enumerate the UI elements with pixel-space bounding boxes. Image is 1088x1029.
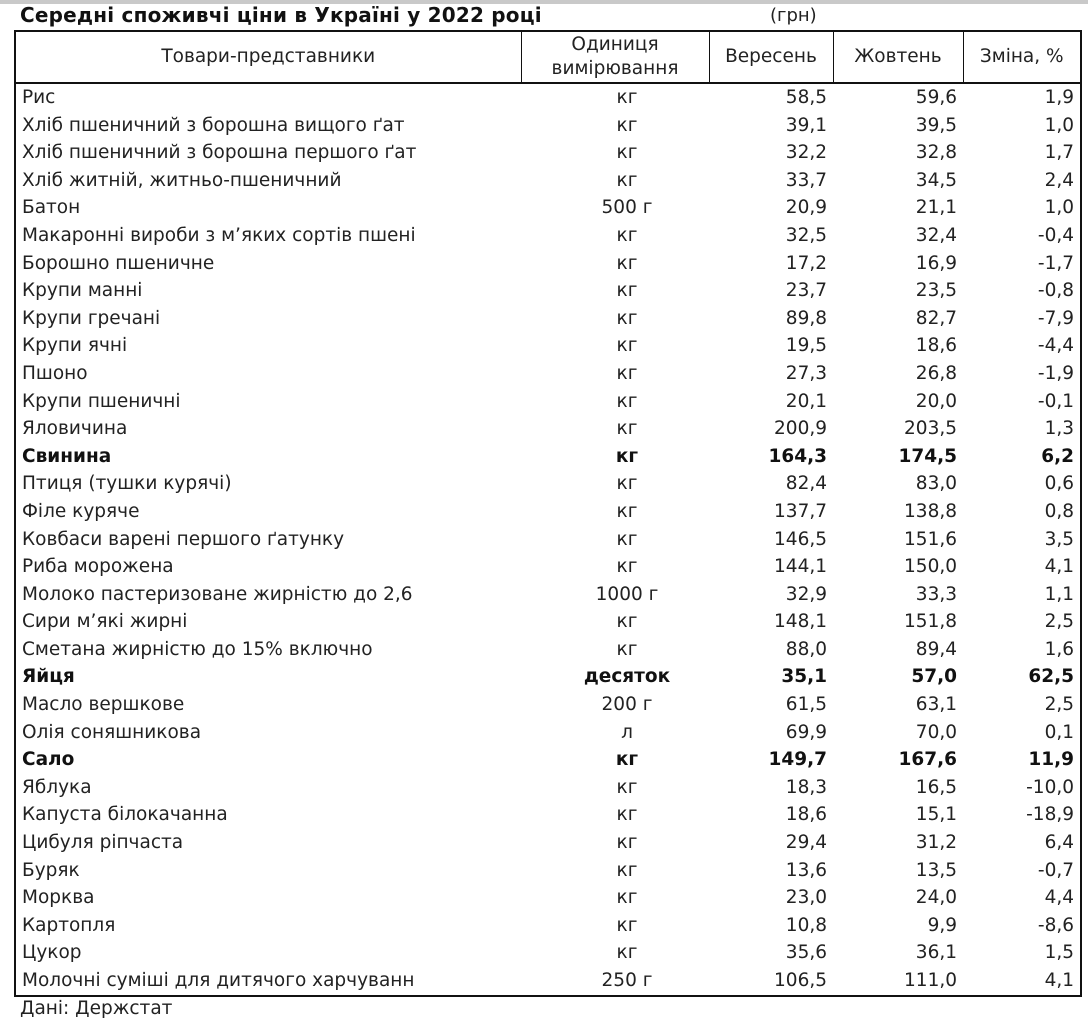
change-percent: 2,5: [1044, 694, 1074, 716]
table-row: [15, 167, 1081, 195]
table-row: [15, 526, 1081, 554]
table-row: [15, 250, 1081, 278]
september-price: 23,7: [785, 280, 827, 302]
unit: кг: [616, 114, 638, 136]
september-price: 33,7: [785, 169, 827, 191]
change-percent: 1,1: [1044, 583, 1074, 605]
october-price: 111,0: [904, 970, 957, 991]
october-price: 15,1: [915, 804, 957, 826]
table-row: [15, 636, 1081, 664]
unit: кг: [616, 362, 638, 384]
table-row: [15, 360, 1081, 388]
table-row: [15, 470, 1081, 498]
product-name: Рис: [22, 87, 56, 108]
product-name: Хліб пшеничний з борошна першого ґат: [22, 142, 417, 164]
change-percent: -4,4: [1037, 335, 1074, 357]
change-percent: 1,7: [1044, 142, 1074, 164]
header-row: [15, 31, 1081, 83]
table-row: [15, 222, 1081, 250]
unit: кг: [616, 638, 638, 660]
prices-table: [14, 30, 1082, 997]
october-price: 39,5: [915, 114, 957, 136]
currency-note: (грн): [770, 5, 817, 26]
october-price: 32,4: [915, 224, 957, 246]
table-row: [15, 443, 1081, 471]
product-name: Яйця: [22, 666, 75, 688]
product-name: Птиця (тушки курячі): [22, 473, 232, 495]
september-price: 10,8: [785, 914, 827, 936]
september-price: 23,0: [785, 887, 827, 909]
product-name: Пшоно: [22, 362, 88, 384]
october-price: 21,1: [915, 197, 957, 219]
product-name: Молочні суміші для дитячого харчуванн: [22, 970, 415, 991]
table-row: [15, 194, 1081, 222]
unit: кг: [615, 445, 639, 467]
september-price: 149,7: [768, 749, 827, 771]
september-price: 35,1: [781, 666, 827, 688]
change-percent: 1,5: [1044, 942, 1074, 964]
product-name: Хліб пшеничний з борошна вищого ґат: [22, 114, 405, 136]
header-unit-line2: вимірювання: [551, 58, 679, 79]
unit: кг: [616, 390, 638, 412]
header-change: Зміна, %: [963, 31, 1081, 83]
table-row: [15, 388, 1081, 416]
unit: десяток: [583, 666, 671, 688]
product-name: Крупи гречані: [22, 307, 161, 329]
product-name: Ковбаси варені першого ґатунку: [22, 528, 345, 550]
table-row: [15, 498, 1081, 526]
source-note: Дані: Держстат: [20, 998, 173, 1019]
unit: кг: [616, 859, 638, 881]
september-price: 88,0: [785, 638, 827, 660]
unit: кг: [616, 142, 638, 164]
unit: кг: [616, 776, 638, 798]
september-price: 106,5: [774, 970, 827, 991]
product-name: Філе куряче: [22, 500, 140, 522]
table-row: [15, 332, 1081, 360]
product-name: Цукор: [22, 942, 82, 964]
table-row: [15, 912, 1081, 940]
change-percent: 1,9: [1044, 87, 1074, 108]
october-price: 13,5: [915, 859, 957, 881]
september-price: 32,5: [785, 224, 827, 246]
product-name: Сметана жирністю до 15% включно: [22, 638, 373, 660]
change-percent: -0,8: [1037, 280, 1074, 302]
change-percent: -1,9: [1037, 362, 1074, 384]
september-price: 82,4: [785, 473, 827, 495]
change-percent: 6,2: [1041, 445, 1074, 467]
change-percent: -0,1: [1037, 390, 1074, 412]
unit: кг: [616, 473, 638, 495]
change-percent: -0,4: [1037, 224, 1074, 246]
unit: кг: [616, 804, 638, 826]
september-price: 20,9: [785, 197, 827, 219]
table-row: [15, 801, 1081, 829]
september-price: 18,6: [785, 804, 827, 826]
october-price: 63,1: [915, 694, 957, 716]
table-row: [15, 553, 1081, 581]
unit: 500 г: [601, 197, 653, 219]
october-price: 16,5: [915, 776, 957, 798]
october-price: 33,3: [915, 583, 957, 605]
unit: кг: [616, 307, 638, 329]
table-row: [15, 277, 1081, 305]
product-name: Сири м’які жирні: [22, 611, 188, 633]
product-name: Картопля: [22, 914, 116, 936]
september-price: 32,9: [785, 583, 827, 605]
product-name: Крупи манні: [22, 280, 143, 302]
unit: кг: [616, 914, 638, 936]
product-name: Хліб житній, житньо-пшеничний: [22, 169, 342, 191]
product-name: Молоко пастеризоване жирністю до 2,6: [22, 583, 413, 605]
september-price: 27,3: [785, 362, 827, 384]
table-row: [15, 608, 1081, 636]
product-name: Борошно пшеничне: [22, 252, 215, 274]
change-percent: -1,7: [1037, 252, 1074, 274]
table-row: [15, 83, 1081, 112]
change-percent: 62,5: [1028, 666, 1074, 688]
september-price: 19,5: [785, 335, 827, 357]
product-name: Олія соняшникова: [22, 721, 202, 743]
change-percent: -18,9: [1026, 804, 1074, 826]
october-price: 150,0: [904, 556, 957, 578]
table-row: [15, 939, 1081, 967]
october-price: 70,0: [915, 721, 957, 743]
unit: кг: [616, 942, 638, 964]
unit: кг: [616, 556, 638, 578]
october-price: 57,0: [911, 666, 957, 688]
october-price: 83,0: [915, 473, 957, 495]
october-price: 16,9: [915, 252, 957, 274]
unit: кг: [616, 169, 638, 191]
product-name: Цибуля ріпчаста: [22, 832, 184, 854]
september-price: 89,8: [785, 307, 827, 329]
september-price: 137,7: [774, 500, 827, 522]
product-name: Крупи ячні: [22, 335, 128, 357]
september-price: 20,1: [785, 390, 827, 412]
october-price: 34,5: [915, 169, 957, 191]
october-price: 32,8: [915, 142, 957, 164]
header-product: Товари-представники: [15, 31, 521, 83]
table-row: [15, 581, 1081, 609]
unit: л: [621, 721, 633, 743]
change-percent: 11,9: [1028, 749, 1074, 771]
table-row: [15, 305, 1081, 333]
unit: кг: [616, 252, 638, 274]
change-percent: -8,6: [1037, 914, 1074, 936]
change-percent: 4,4: [1044, 887, 1074, 909]
unit: кг: [616, 87, 638, 108]
product-name: Крупи пшеничні: [22, 390, 181, 412]
table-row: [15, 719, 1081, 747]
unit: 250 г: [601, 970, 653, 991]
change-percent: 6,4: [1044, 832, 1074, 854]
september-price: 13,6: [785, 859, 827, 881]
september-price: 164,3: [768, 445, 827, 467]
october-price: 174,5: [898, 445, 957, 467]
table-row: [15, 774, 1081, 802]
table-row: [15, 415, 1081, 443]
september-price: 148,1: [774, 611, 827, 633]
table-row: [15, 884, 1081, 912]
october-price: 31,2: [915, 832, 957, 854]
september-price: 200,9: [774, 418, 827, 440]
table-row: [15, 746, 1081, 774]
october-price: 151,6: [904, 528, 957, 550]
october-price: 20,0: [915, 390, 957, 412]
october-price: 9,9: [927, 914, 957, 936]
september-price: 18,3: [785, 776, 827, 798]
table-row: [15, 112, 1081, 140]
table-row: [15, 857, 1081, 885]
unit: кг: [616, 224, 638, 246]
product-name: Масло вершкове: [22, 694, 185, 716]
change-percent: 1,0: [1044, 114, 1074, 136]
september-price: 58,5: [785, 87, 827, 108]
unit: кг: [616, 832, 638, 854]
change-percent: -10,0: [1026, 776, 1074, 798]
unit: кг: [616, 611, 638, 633]
october-price: 23,5: [915, 280, 957, 302]
product-name: Батон: [22, 197, 81, 219]
product-name: Яловичина: [22, 418, 128, 440]
change-percent: 4,1: [1044, 970, 1074, 991]
change-percent: 0,6: [1044, 473, 1074, 495]
october-price: 59,6: [915, 87, 957, 108]
september-price: 17,2: [785, 252, 827, 274]
october-price: 82,7: [915, 307, 957, 329]
september-price: 32,2: [785, 142, 827, 164]
table-row: [15, 139, 1081, 167]
unit: кг: [616, 335, 638, 357]
change-percent: 0,1: [1044, 721, 1074, 743]
product-name: Морква: [22, 887, 95, 909]
unit: кг: [616, 418, 638, 440]
table-row: [15, 691, 1081, 719]
september-price: 146,5: [774, 528, 827, 550]
october-price: 151,8: [904, 611, 957, 633]
product-name: Капуста білокачанна: [22, 804, 228, 826]
october-price: 36,1: [915, 942, 957, 964]
change-percent: -7,9: [1037, 307, 1074, 329]
change-percent: 1,3: [1044, 418, 1074, 440]
september-price: 69,9: [785, 721, 827, 743]
september-price: 61,5: [785, 694, 827, 716]
change-percent: 2,4: [1044, 169, 1074, 191]
october-price: 203,5: [904, 418, 957, 440]
unit: кг: [616, 500, 638, 522]
change-percent: 0,8: [1044, 500, 1074, 522]
table-row: [15, 663, 1081, 691]
october-price: 138,8: [904, 500, 957, 522]
product-name: Буряк: [22, 859, 80, 881]
unit: 200 г: [601, 694, 653, 716]
change-percent: -0,7: [1037, 859, 1074, 881]
unit: кг: [616, 887, 638, 909]
header-unit: [521, 31, 709, 83]
unit: 1000 г: [595, 583, 659, 605]
october-price: 26,8: [915, 362, 957, 384]
unit: кг: [615, 749, 639, 771]
september-price: 29,4: [785, 832, 827, 854]
october-price: 24,0: [915, 887, 957, 909]
september-price: 39,1: [785, 114, 827, 136]
table-row: [15, 829, 1081, 857]
product-name: Яблука: [22, 776, 92, 798]
september-price: 35,6: [785, 942, 827, 964]
product-name: Макаронні вироби з м’яких сортів пшені: [22, 224, 416, 246]
header-october: Жовтень: [833, 31, 963, 83]
change-percent: 3,5: [1044, 528, 1074, 550]
product-name: Свинина: [22, 445, 112, 467]
change-percent: 1,0: [1044, 197, 1074, 219]
header-september: Вересень: [709, 31, 833, 83]
october-price: 167,6: [898, 749, 957, 771]
header-unit-line1: Одиниця: [571, 34, 659, 55]
september-price: 144,1: [774, 556, 827, 578]
change-percent: 1,6: [1044, 638, 1074, 660]
table-title: Середні споживчі ціни в Україні у 2022 році: [20, 3, 542, 27]
change-percent: 4,1: [1044, 556, 1074, 578]
october-price: 18,6: [915, 335, 957, 357]
october-price: 89,4: [915, 638, 957, 660]
change-percent: 2,5: [1044, 611, 1074, 633]
table-row: [15, 967, 1081, 996]
product-name: Риба морожена: [22, 556, 174, 578]
unit: кг: [616, 280, 638, 302]
product-name: Сало: [22, 749, 75, 771]
unit: кг: [616, 528, 638, 550]
